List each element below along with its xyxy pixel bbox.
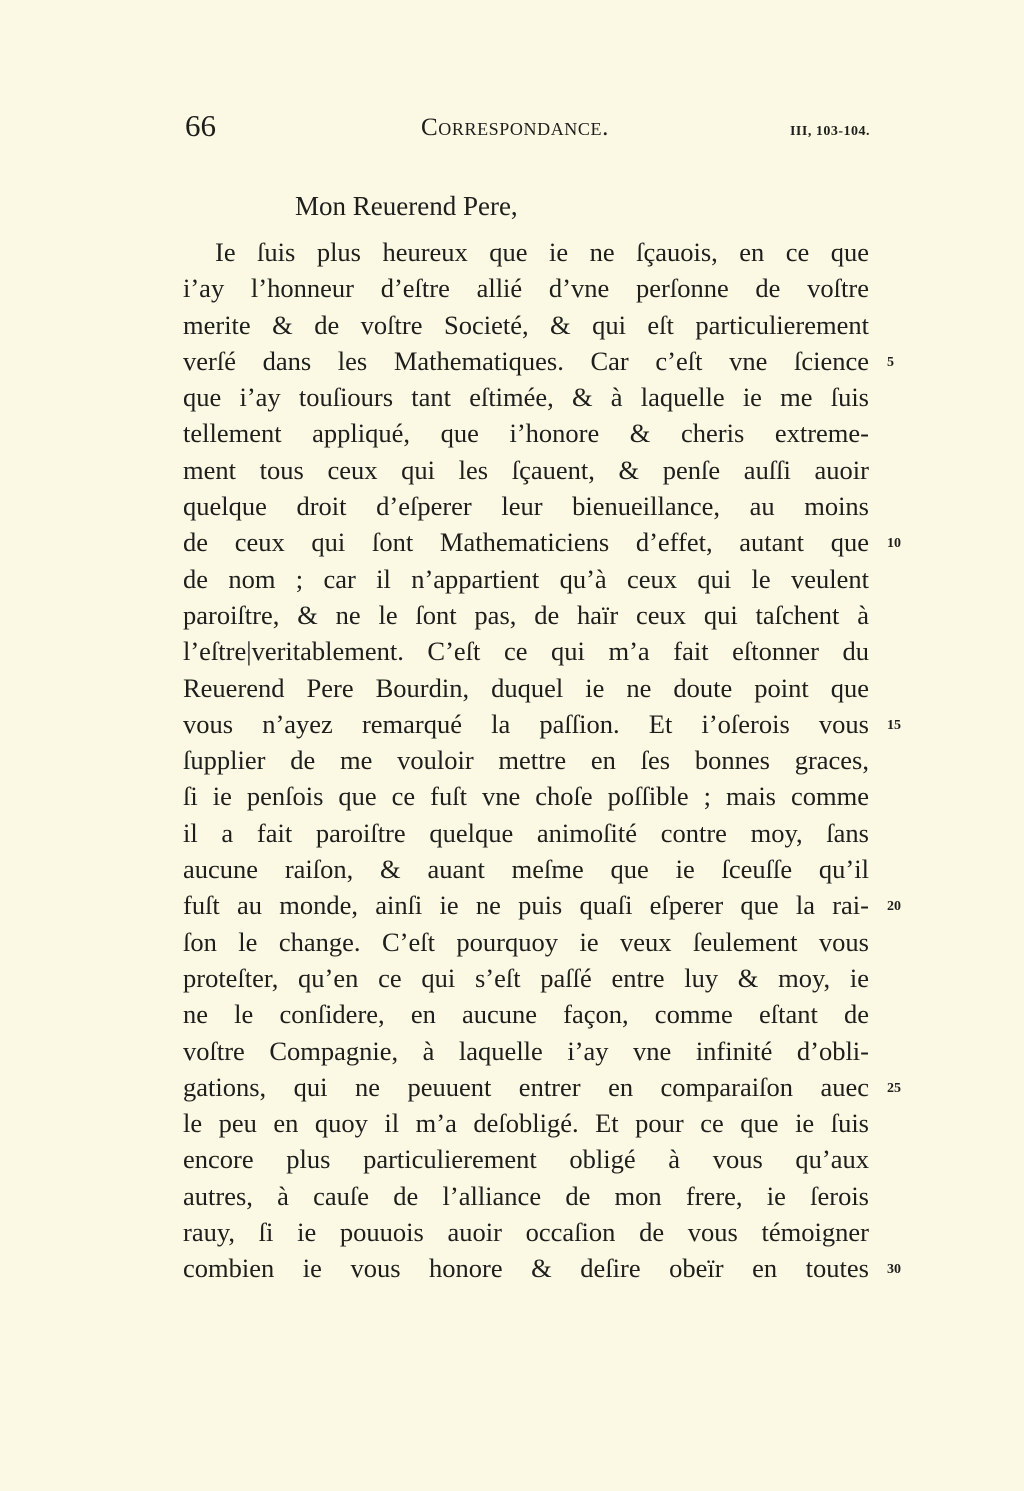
line-text: ſi ie penſois que ce fuſt vne choſe poſſible ; mais comme	[183, 781, 869, 812]
line-text: ſon le change. C’eſt pourquoy ie veux ſeulement vous	[183, 926, 869, 957]
line-text: Reuerend Pere Bourdin, duquel ie ne doute point que	[183, 672, 869, 703]
line-text: voſtre Compagnie, à laquelle i’ay vne infinité d’obli-	[183, 1035, 869, 1066]
text-line	[183, 307, 869, 343]
text-line	[183, 597, 869, 633]
page-number: 66	[185, 108, 216, 143]
line-text: il a fait paroiſtre quelque animoſité contre moy, ſans	[183, 817, 869, 848]
line-text: combien ie vous honore & deſire obeïr en toutes	[183, 1253, 869, 1284]
line-text: paroiſtre, & ne le ſont pas, de haïr ceux qui taſchent à	[183, 599, 869, 630]
line-number: 10	[887, 536, 901, 552]
line-text: ne le conſidere, en aucune façon, comme eſtant de	[183, 999, 869, 1030]
line-text: tellement appliqué, que i’honore & cheris extreme-	[183, 418, 869, 449]
line-text: rauy, ſi ie pouuois auoir occaſion de vous témoigner	[183, 1217, 869, 1248]
line-text: ſupplier de me vouloir mettre en ſes bonnes graces,	[183, 745, 869, 776]
text-line	[183, 1033, 869, 1069]
line-text: fuſt au monde, ainſi ie ne puis quaſi eſperer que la rai-	[183, 890, 869, 921]
line-text: i’ay l’honneur d’eſtre allié d’vne perſonne de voſtre	[183, 273, 869, 304]
text-line	[183, 960, 869, 996]
text-line	[183, 706, 901, 742]
text-line	[183, 815, 869, 851]
text-line	[183, 270, 869, 306]
text-line	[183, 670, 869, 706]
salutation: Mon Reuerend Pere,	[295, 191, 518, 221]
text-line	[183, 742, 869, 778]
text-line	[183, 234, 869, 270]
text-line	[183, 778, 869, 814]
text-line	[183, 1105, 869, 1141]
line-text: Ie ſuis plus heureux que ie ne ſçauois, en ce que	[215, 237, 869, 267]
line-text: proteſter, qu’en ce qui s’eſt paſſé entre luy & moy, ie	[183, 962, 869, 993]
text-line	[183, 452, 869, 488]
line-text: quelque droit d’eſperer leur bienueillance, au moins	[183, 491, 869, 522]
text-line	[183, 561, 869, 597]
letter-body	[183, 234, 901, 1287]
line-text: aucune raiſon, & auant meſme que ie ſceuſſe qu’il	[183, 854, 869, 885]
line-number: 20	[887, 899, 901, 915]
text-line	[183, 1214, 869, 1250]
line-text: le peu en quoy il m’a deſobligé. Et pour ce que ie ſuis	[183, 1108, 869, 1139]
text-line	[183, 851, 869, 887]
line-text: vous n’ayez remarqué la paſſion. Et i’oſerois vous	[183, 708, 869, 739]
text-line	[183, 415, 869, 451]
line-number: 5	[887, 354, 894, 370]
line-text: autres, à cauſe de l’alliance de mon frere, ie ſerois	[183, 1180, 869, 1211]
text-line	[183, 1069, 901, 1105]
page-header	[185, 108, 870, 152]
text-line	[183, 924, 869, 960]
line-text: merite & de voſtre Societé, & qui eſt particulierement	[183, 309, 869, 340]
text-line	[183, 343, 894, 379]
page-reference: III, 103-104.	[789, 124, 870, 139]
line-text: l’eſtre|veritablement. C’eſt ce qui m’a fait eſtonner du	[183, 636, 869, 667]
text-line	[183, 379, 869, 415]
text-line	[183, 488, 869, 524]
text-line	[183, 887, 901, 923]
text-line	[183, 996, 869, 1032]
text-line	[183, 1141, 869, 1177]
line-text: verſé dans les Mathematiques. Car c’eſt vne ſcience	[183, 345, 869, 376]
line-text: de nom ; car il n’appartient qu’à ceux qui le veulent	[183, 563, 869, 594]
text-line	[183, 1178, 869, 1214]
line-number: 25	[887, 1080, 901, 1096]
line-number: 30	[887, 1262, 901, 1278]
text-line	[183, 524, 901, 560]
line-text: que i’ay touſiours tant eſtimée, & à laquelle ie me ſuis	[183, 382, 869, 413]
line-text: gations, qui ne peuuent entrer en comparaiſon auec	[183, 1071, 869, 1102]
text-line	[183, 633, 869, 669]
line-text: encore plus particulierement obligé à vous qu’aux	[183, 1144, 869, 1175]
running-title: Correspondance.	[421, 114, 609, 141]
text-line	[183, 1250, 901, 1286]
line-text: de ceux qui ſont Mathematiciens d’effet, autant que	[183, 527, 869, 558]
line-text: ment tous ceux qui les ſçauent, & penſe auſſi auoir	[183, 454, 869, 485]
line-number: 15	[887, 717, 901, 733]
